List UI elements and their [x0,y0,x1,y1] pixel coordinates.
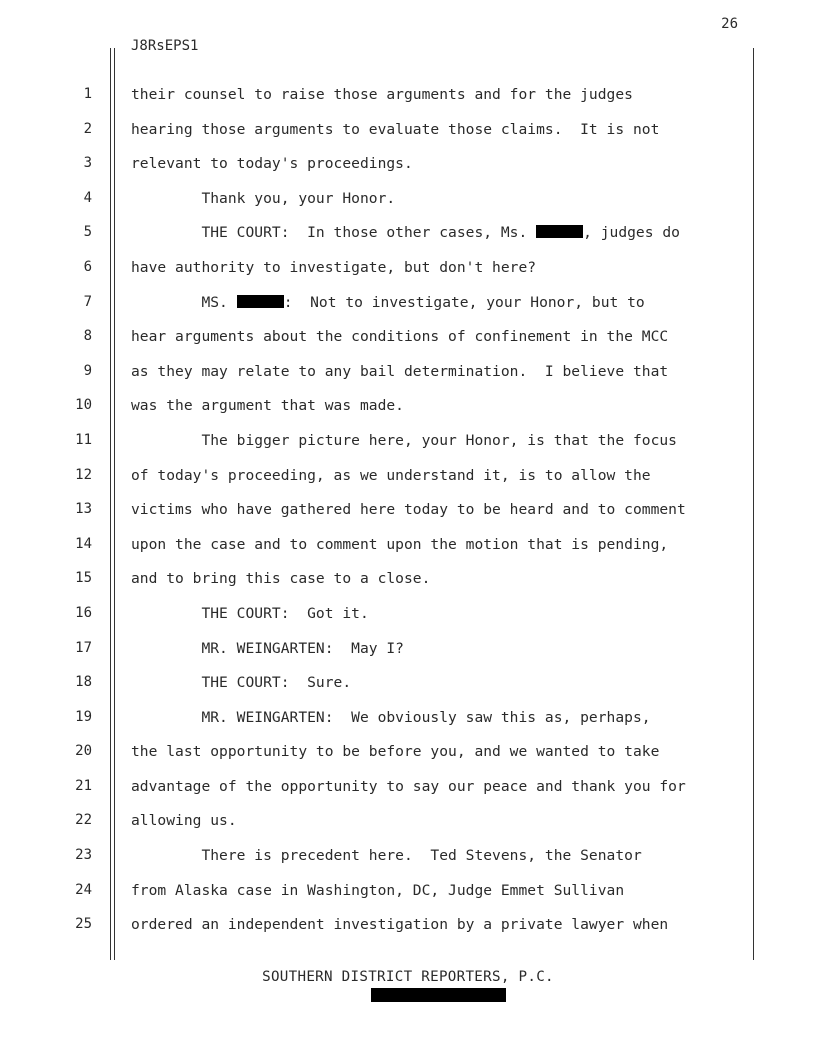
line-text: hearing those arguments to evaluate those claims. It is not [131,120,660,138]
line-text: was the argument that was made. [131,397,404,415]
line-text: from Alaska case in Washington, DC, Judge Emmet Sullivan [131,881,625,899]
line-number: 25 [75,916,92,933]
line-number: 16 [75,604,92,621]
line-number: 14 [75,535,92,552]
line-number: 19 [75,708,92,725]
line-text: allowing us. [131,812,237,830]
line-text: of today's proceeding, as we understand it, is to allow the [131,466,651,484]
line-number: 13 [75,501,92,518]
line-number: 22 [75,812,92,829]
transcript-line [0,354,816,389]
line-number: 10 [75,397,92,414]
transcript-line [0,181,816,216]
line-number: 2 [83,120,92,137]
line-number: 8 [83,328,92,345]
transcript-line [0,734,816,769]
transcript-line [0,561,816,596]
transcript-line [0,285,816,320]
line-text: the last opportunity to be before you, and we wanted to take [131,743,660,761]
line-text: and to bring this case to a close. [131,570,431,588]
transcript-line [0,215,816,250]
line-text: upon the case and to comment upon the motion that is pending, [131,535,669,553]
footer-redaction-box [371,988,506,1002]
transcript-line [0,112,816,147]
transcript-line [0,838,816,873]
case-id: J8RsEPS1 [131,38,199,54]
line-number: 4 [83,189,92,206]
transcript-line [0,527,816,562]
line-text: THE COURT: In those other cases, Ms. , judges do [131,224,680,242]
line-text: There is precedent here. Ted Stevens, the Senator [131,847,642,865]
reporter-footer: SOUTHERN DISTRICT REPORTERS, P.C. [262,969,554,985]
line-text: Thank you, your Honor. [131,189,396,207]
line-text: MR. WEINGARTEN: We obviously saw this as, perhaps, [131,708,651,726]
line-number: 21 [75,777,92,794]
line-text: THE COURT: Sure. [131,674,352,692]
line-text: advantage of the opportunity to say our peace and thank you for [131,777,686,795]
line-text: MR. WEINGARTEN: May I? [131,639,404,657]
line-text: MS. : Not to investigate, your Honor, but to [131,293,645,311]
line-text: their counsel to raise those arguments and for the judges [131,86,633,103]
line-number: 9 [83,362,92,379]
transcript-line [0,423,816,458]
line-number: 6 [83,258,92,275]
line-number: 12 [75,466,92,483]
line-text: THE COURT: Got it. [131,604,369,622]
transcript-line [0,803,816,838]
line-text: have authority to investigate, but don't here? [131,258,537,276]
line-number: 3 [83,155,92,172]
transcript-line [0,631,816,666]
transcript-line [0,319,816,354]
redaction-box [237,295,284,308]
transcript-line [0,77,816,112]
transcript-line [0,665,816,700]
line-number: 5 [83,224,92,241]
transcript-line [0,492,816,527]
line-text: hear arguments about the conditions of confinement in the MCC [131,328,669,346]
line-number: 1 [83,86,92,102]
transcript-line [0,388,816,423]
transcript-line [0,873,816,908]
line-number: 17 [75,639,92,656]
line-text: The bigger picture here, your Honor, is that the focus [131,431,677,449]
transcript-line [0,250,816,285]
line-number: 20 [75,743,92,760]
transcript-line [0,700,816,735]
transcript-body [0,77,816,942]
line-number: 24 [75,881,92,898]
line-text: as they may relate to any bail determination. I believe that [131,362,669,380]
transcript-line [0,907,816,942]
line-number: 18 [75,674,92,691]
redaction-box [536,225,583,238]
line-number: 11 [75,431,92,448]
line-text: relevant to today's proceedings. [131,155,413,173]
line-text: victims who have gathered here today to be heard and to comment [131,501,686,519]
line-number: 7 [83,293,92,310]
line-number: 15 [75,570,92,587]
transcript-line [0,769,816,804]
transcript-line [0,146,816,181]
page-number: 26 [721,16,738,32]
transcript-line [0,458,816,493]
line-number: 23 [75,847,92,864]
transcript-line [0,596,816,631]
line-text: ordered an independent investigation by a private lawyer when [131,916,669,934]
